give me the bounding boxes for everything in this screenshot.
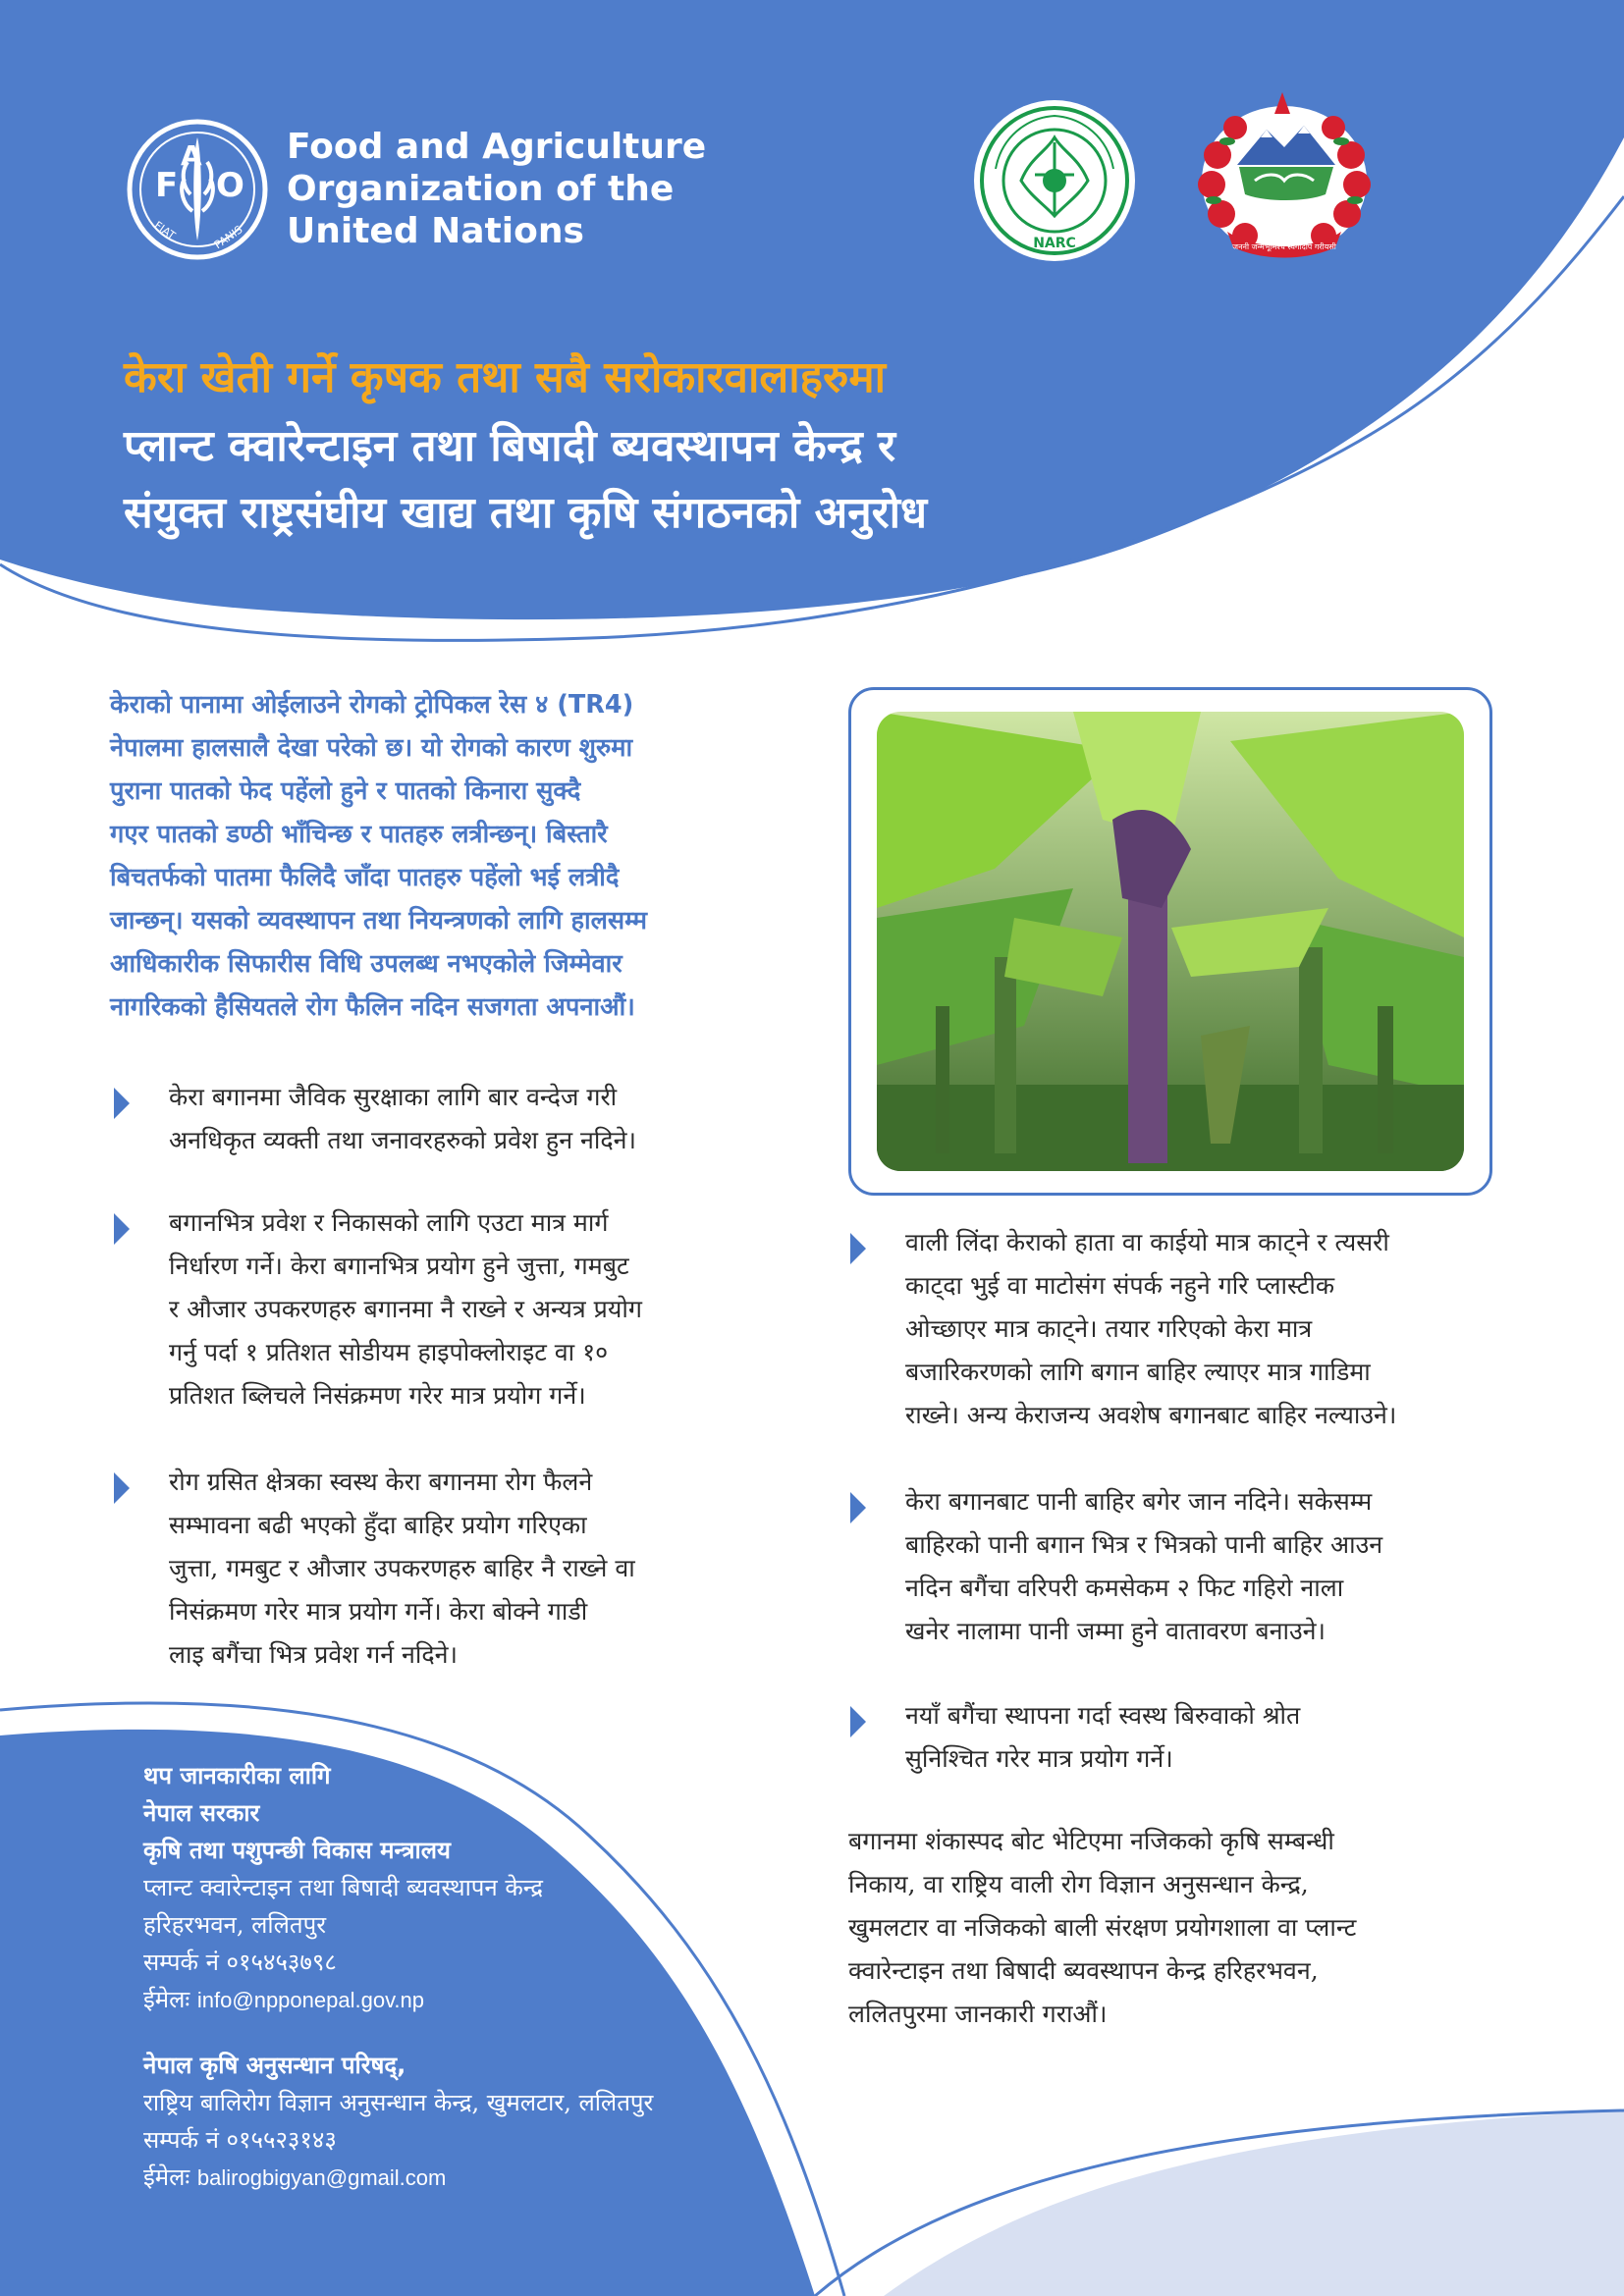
bullet-line: सुनिश्चित गरेर मात्र प्रयोग गर्ने। <box>905 1744 1173 1773</box>
headline-line-1: केरा खेती गर्ने कृषक तथा सबै सरोकारवालाहरुमा <box>124 352 887 402</box>
intro-line: गएर पातको डण्ठी भाँचिन्छ र पातहरु लत्रीन्छन्। बिस्तारै <box>110 820 608 849</box>
intro-paragraph <box>110 683 797 1029</box>
bullet-triangle-icon <box>850 1706 866 1737</box>
intro-line: नेपालमा हालसालै देखा परेको छ। यो रोगको कारण शुरुमा <box>110 733 633 763</box>
photo-frame <box>848 687 1492 1196</box>
bullet-line: केरा बगानमा जैविक सुरक्षाका लागि बार वन्देज गरी <box>169 1083 618 1111</box>
closing-line: बगानमा शंकास्पद बोट भेटिएमा नजिकको कृषि सम्बन्धी <box>848 1827 1334 1855</box>
contact-office-1: प्लान्ट क्वारेन्टाइन तथा बिषादी ब्यवस्थापन केन्द्र <box>143 1874 543 1901</box>
intro-line: आधिकारीक सिफारीस विधि उपलब्ध नभएकोले जिम्मेवार <box>110 949 623 979</box>
intro-line: नागरिकको हैसियतले रोग फैलिन नदिन सजगता अपनाऔं। <box>110 992 635 1022</box>
closing-line: ललितपुरमा जानकारी गराऔं। <box>848 2000 1108 2028</box>
bullet-line: रोग ग्रसित क्षेत्रका स्वस्थ केरा बगानमा रोग फैलने <box>169 1468 593 1496</box>
svg-text:PANIS: PANIS <box>211 223 245 252</box>
headline-line-2: प्लान्ट क्वारेन्टाइन तथा बिषादी ब्यवस्थापन केन्द्र र <box>124 421 896 471</box>
bullet-item-healthy-seedlings <box>905 1694 1524 1781</box>
bullet-line: नदिन बगैंचा वरिपरी कमसेकम २ फिट गहिरो नाला <box>905 1574 1344 1602</box>
email-link-2[interactable]: balirogbigyan@gmail.com <box>196 2165 447 2190</box>
bullet-item-disinfect-tools <box>169 1461 797 1677</box>
narc-logo <box>972 98 1137 263</box>
bullet-triangle-icon <box>114 1213 130 1245</box>
intro-line: बिचतर्फको पातमा फैलिदै जाँदा पातहरु पहेंलो भई लत्रीदै <box>110 863 620 892</box>
svg-text:FIAT: FIAT <box>151 218 178 242</box>
contact-office-2: राष्ट्रिय बालिरोग विज्ञान अनुसन्धान केन्द्र, खुमलटार, ललितपुर <box>143 2089 654 2116</box>
bullet-line: काट्दा भुई वा माटोसंग संपर्क नहुने गरि प्लास्टीक <box>905 1271 1335 1300</box>
org-name-line-1: Food and Agriculture <box>287 127 707 167</box>
bullet-line: निसंक्रमण गरेर मात्र प्रयोग गर्ने। केरा बोक्ने गाडी <box>169 1597 588 1626</box>
contact-phone-2: सम्पर्क नं ०१५५२३१४३ <box>143 2126 337 2154</box>
contact-address-1: हरिहरभवन, ललितपुर <box>143 1911 327 1939</box>
bullet-line: खनेर नालामा पानी जम्मा हुने वातावरण बनाउने। <box>905 1617 1326 1645</box>
bullet-item-water-drainage <box>905 1480 1524 1653</box>
bullet-line: गर्नु पर्दा १ प्रतिशत सोडीयम हाइपोक्लोराइट वा १० <box>169 1338 609 1366</box>
org-name-line-3: United Nations <box>287 211 584 251</box>
bullet-item-biosecurity-fence <box>169 1076 797 1162</box>
bullet-line: नयाँ बगैंचा स्थापना गर्दा स्वस्थ बिरुवाको श्रोत <box>905 1701 1301 1730</box>
banana-plantation-photo <box>877 712 1464 1171</box>
contact-government: नेपाल सरकार <box>143 1799 260 1827</box>
fao-logo <box>126 118 269 261</box>
intro-line: जान्छन्। यसको व्यवस्थापन तथा नियन्त्रणको लागि हालसम्म <box>110 906 647 935</box>
contact-email-row-2 <box>143 2159 811 2197</box>
bullet-triangle-icon <box>850 1492 866 1523</box>
contact-ministry: कृषि तथा पशुपन्छी विकास मन्त्रालय <box>143 1837 451 1864</box>
fao-organization-name <box>287 126 706 252</box>
bullet-line: जुत्ता, गमबुट र औजार उपकरणहरु बाहिर नै राख्ने वा <box>169 1554 635 1582</box>
nepal-government-emblem <box>1188 86 1380 267</box>
bullet-triangle-icon <box>114 1088 130 1119</box>
intro-line: केराको पानामा ओईलाउने रोगको ट्रोपिकल रेस ४ (TR4) <box>110 690 634 720</box>
bullet-triangle-icon <box>850 1233 866 1264</box>
contact-info <box>143 1757 811 2197</box>
bullet-line: निर्धारण गर्ने। केरा बगानभित्र प्रयोग हुने जुत्ता, गमबुट <box>169 1252 629 1280</box>
bullet-line: प्रतिशत ब्लिचले निसंक्रमण गरेर मात्र प्रयोग गर्ने। <box>169 1381 586 1410</box>
bullet-line: सम्भावना बढी भएको हुँदा बाहिर प्रयोग गरिएका <box>169 1511 587 1539</box>
email-label: ईमेलः <box>143 1986 190 2013</box>
email-label: ईमेलः <box>143 2163 190 2191</box>
contact-email-row-1 <box>143 1981 811 2019</box>
fao-letter-a: A <box>181 139 202 172</box>
bullet-line: राख्ने। अन्य केराजन्य अवशेष बगानबाट बाहिर नल्याउने। <box>905 1401 1397 1429</box>
contact-heading: थप जानकारीका लागि <box>143 1762 331 1789</box>
closing-line: खुमलटार वा नजिकको बाली संरक्षण प्रयोगशाला वा प्लान्ट <box>848 1913 1357 1942</box>
svg-text:NARC: NARC <box>1033 236 1076 251</box>
bullet-line: बाहिरको पानी बगान भित्र र भित्रको पानी बाहिर आउन <box>905 1530 1383 1559</box>
bullet-line: बगानभित्र प्रवेश र निकासको लागि एउटा मात्र मार्ग <box>169 1208 609 1237</box>
bullet-line: र औजार उपकरणहरु बगानमा नै राख्ने र अन्यत्र प्रयोग <box>169 1295 642 1323</box>
bullet-line: लाइ बगैंचा भित्र प्रवेश गर्न नदिने। <box>169 1640 459 1669</box>
fao-letter-f: F <box>155 166 179 205</box>
bullet-item-harvest-care <box>905 1221 1524 1437</box>
bullet-line: केरा बगानबाट पानी बाहिर बगेर जान नदिने। सकेसम्म <box>905 1487 1373 1516</box>
bullet-item-single-entry <box>169 1201 797 1417</box>
bullet-line: वाली लिंदा केराको हाता वा काईयो मात्र काट्ने र त्यसरी <box>905 1228 1389 1256</box>
fao-letter-o: O <box>216 166 244 205</box>
closing-paragraph <box>848 1820 1526 2036</box>
bullet-triangle-icon <box>114 1472 130 1504</box>
email-link-1[interactable]: info@npponepal.gov.np <box>196 1988 425 2012</box>
headline-line-3: संयुक्त राष्ट्रसंघीय खाद्य तथा कृषि संगठनको अनुरोध <box>124 488 928 538</box>
org-name-line-2: Organization of the <box>287 169 675 209</box>
svg-text:जननी जन्मभूमिश्च स्वर्गादपि गर: जननी जन्मभूमिश्च स्वर्गादपि गरीयसी <box>1232 242 1336 251</box>
closing-line: निकाय, वा राष्ट्रिय वाली रोग विज्ञान अनुसन्धान केन्द्र, <box>848 1870 1309 1898</box>
bullet-line: अनधिकृत व्यक्ती तथा जनावरहरुको प्रवेश हुन नदिने। <box>169 1126 637 1154</box>
contact-phone-1: सम्पर्क नं ०१५४५३७९८ <box>143 1949 337 1976</box>
bullet-line: बजारिकरणको लागि बगान बाहिर ल्याएर मात्र गाडिमा <box>905 1358 1371 1386</box>
bullet-line: ओच्छाएर मात्र काट्ने। तयार गरिएको केरा मात्र <box>905 1314 1313 1343</box>
contact-narc-heading: नेपाल कृषि अनुसन्धान परिषद्, <box>143 2052 406 2079</box>
intro-line: पुराना पातको फेद पहेंलो हुने र पातको किनारा सुक्दै <box>110 776 581 806</box>
closing-line: क्वारेन्टाइन तथा बिषादी ब्यवस्थापन केन्द्र हरिहरभवन, <box>848 1956 1319 1985</box>
